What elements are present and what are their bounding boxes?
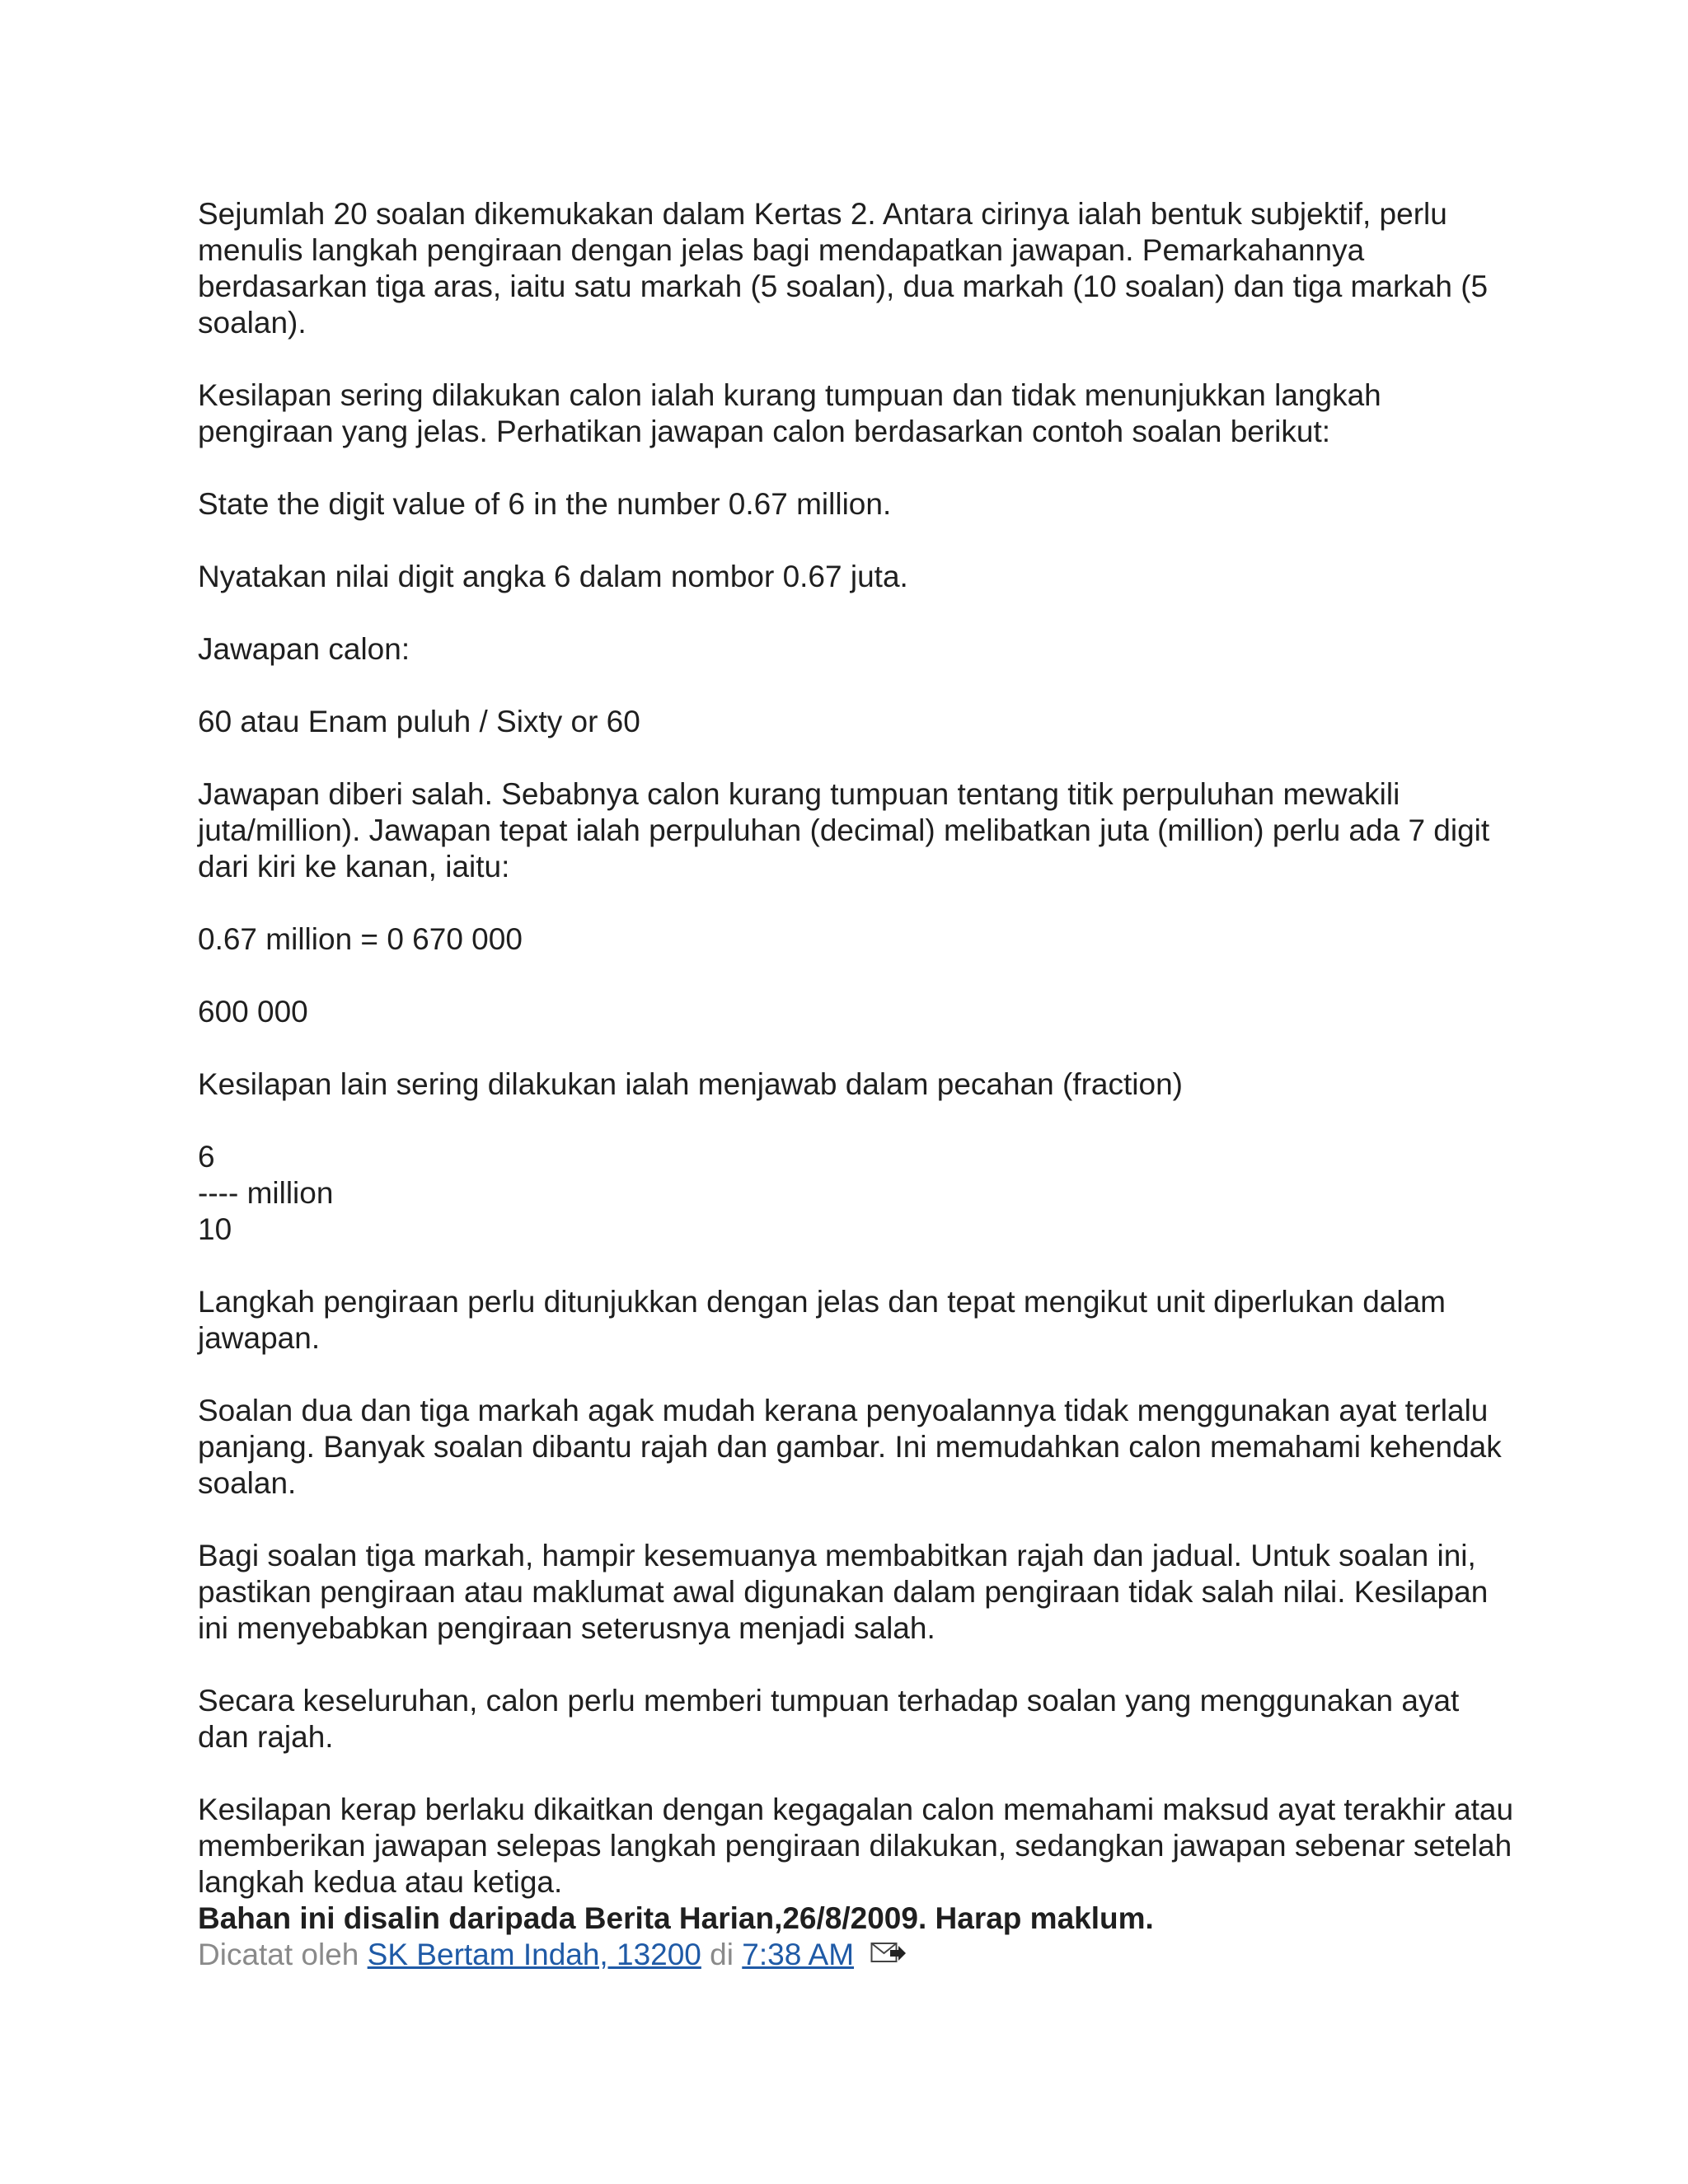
blog-post-body (198, 196, 1517, 1975)
paragraph-three-marks: Bagi soalan tiga markah, hampir kesemuanya membabitkan rajah dan jadual. Untuk soalan ini, pastikan pengiraan atau maklumat awal digunakan dalam pengiraan tidak salah nilai. Kesilapan ini menyebabkan pengiraan seterusnya menjadi salah. (198, 1539, 1489, 1645)
paragraph-fraction-mistake: Kesilapan lain sering dilakukan ialah menjawab dalam pecahan (fraction) (198, 1067, 1183, 1101)
paragraph-common-mistakes: Kesilapan sering dilakukan calon ialah kurang tumpuan dan tidak menunjukkan langkah pengiraan yang jelas. Perhatikan jawapan calon berdasarkan contoh soalan berikut: (198, 378, 1381, 448)
paragraph-explanation: Jawapan diberi salah. Sebabnya calon kurang tumpuan tentang titik perpuluhan mewakili juta/million). Jawapan tepat ialah perpuluhan (decimal) melibatkan juta (million) perlu ada 7 digit dari kiri ke kanan, iaitu: (198, 777, 1490, 883)
post-time-link[interactable]: 7:38 AM (742, 1938, 855, 1971)
paragraph-show-steps: Langkah pengiraan perlu ditunjukkan dengan jelas dan tepat mengikut unit diperlukan dalam jawapan. (198, 1285, 1446, 1355)
fraction-example (198, 1139, 1517, 1248)
paragraph-overall: Secara keseluruhan, calon perlu memberi tumpuan terhadap soalan yang menggunakan ayat dan rajah. (198, 1684, 1460, 1754)
question-english: State the digit value of 6 in the number 0.67 million. (198, 487, 892, 521)
at-label: di (710, 1938, 734, 1971)
correct-answer: 600 000 (198, 995, 308, 1029)
paragraph-intro: Sejumlah 20 soalan dikemukakan dalam Kertas 2. Antara cirinya ialah bentuk subjektif, perlu menulis langkah pengiraan dengan jelas bagi mendapatkan jawapan. Pemarkahannya berdasarkan tiga aras, iaitu satu markah (5 soalan), dua markah (10 soalan) dan tiga markah (5 soalan). (198, 197, 1489, 340)
million-expansion: 0.67 million = 0 670 000 (198, 922, 523, 956)
candidate-answer: 60 atau Enam puluh / Sixty or 60 (198, 705, 640, 738)
question-malay: Nyatakan nilai digit angka 6 dalam nombor 0.67 juta. (198, 560, 908, 593)
candidate-answer-label: Jawapan calon: (198, 632, 410, 666)
fraction-numerator: 6 (198, 1140, 215, 1174)
email-post-icon[interactable] (870, 1938, 907, 1975)
post-footer (198, 1937, 1517, 1975)
paragraph-two-three-marks: Soalan dua dan tiga markah agak mudah kerana penyoalannya tidak menggunakan ayat terlalu panjang. Banyak soalan dibantu rajah dan gambar. Ini memudahkan calon memahami kehendak soalan. (198, 1394, 1502, 1500)
fraction-bar: ---- million (198, 1176, 334, 1210)
author-link[interactable]: SK Bertam Indah, 13200 (367, 1938, 701, 1971)
source-note: Bahan ini disalin daripada Berita Harian,26/8/2009. Harap maklum. (198, 1901, 1154, 1935)
posted-by-label: Dicatat oleh (198, 1938, 359, 1971)
paragraph-final-mistakes: Kesilapan kerap berlaku dikaitkan dengan kegagalan calon memahami maksud ayat terakhir atau memberikan jawapan selepas langkah pengiraan dilakukan, sedangkan jawapan sebenar setelah langkah kedua atau ketiga. (198, 1793, 1514, 1899)
fraction-denominator: 10 (198, 1212, 232, 1246)
